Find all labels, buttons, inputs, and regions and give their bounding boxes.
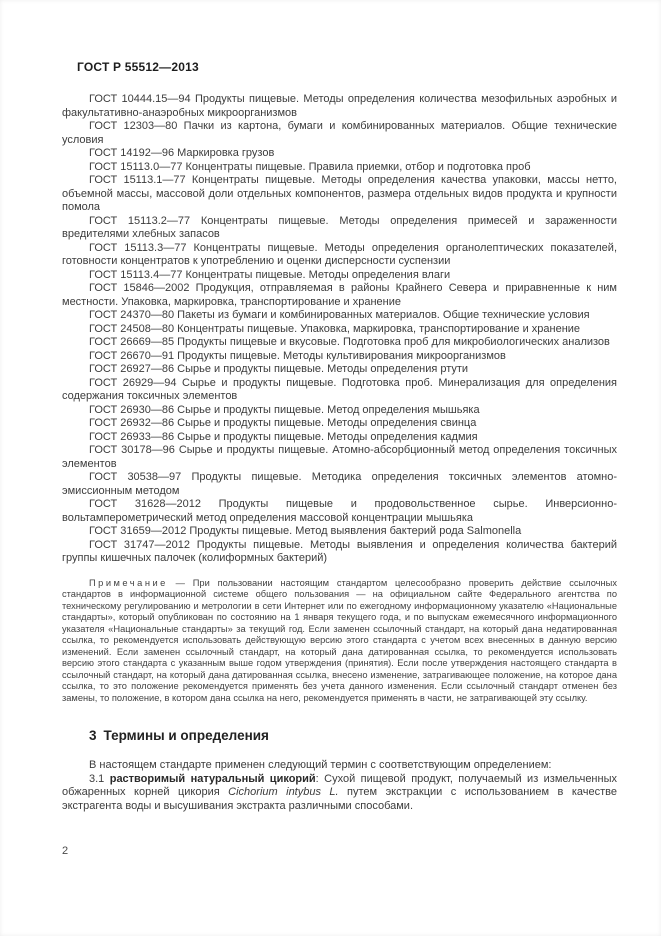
reference-item: ГОСТ 24370—80 Пакеты из бумаги и комбинированных материалов. Общие технические условия <box>89 309 590 321</box>
reference-item: ГОСТ 26927—86 Сырье и продукты пищевые. Методы определения ртути <box>89 363 469 375</box>
page-number: 2 <box>62 845 69 857</box>
note-paragraph <box>62 578 617 705</box>
reference-item: ГОСТ 12303—80 Пачки из картона, бумаги и комбинированных материалов. Общие технические условия <box>62 120 617 146</box>
running-header-doc-number: ГОСТ Р 55512—2013 <box>77 60 199 74</box>
normative-references-list <box>62 93 617 566</box>
term-latin-name: Cichorium intybus L. <box>228 786 339 798</box>
reference-item: ГОСТ 30178—96 Сырье и продукты пищевые. Атомно-абсорбционный метод определения токсичных элементов <box>62 444 617 470</box>
reference-item: ГОСТ 30538—97 Продукты пищевые. Методика определения токсичных элементов атомно-эмиссионным методом <box>62 471 617 497</box>
reference-item: ГОСТ 14192—96 Маркировка грузов <box>89 147 275 159</box>
note-label: Примечание <box>89 577 168 588</box>
reference-item: ГОСТ 26933—86 Сырье и продукты пищевые. Методы определения кадмия <box>89 430 478 443</box>
section-number: 3 <box>89 728 97 743</box>
reference-item: ГОСТ 24508—80 Концентраты пищевые. Упаковка, маркировка, транспортирование и хранение <box>89 322 581 335</box>
reference-item: ГОСТ 15113.2—77 Концентраты пищевые. Методы определения примесей и зараженности вредителями хлебных запасов <box>62 214 617 240</box>
reference-item: ГОСТ 15113.1—77 Концентраты пищевые. Методы определения качества упаковки, массы нетто, объемной массы, массовой доли отдельных компонентов, размера отдельных видов продукта и крупности помола <box>62 174 617 213</box>
reference-item: ГОСТ 15113.3—77 Концентраты пищевые. Методы определения органолептических показателей, готовности концентратов к употреблению и оценки дисперсности суспензии <box>62 241 617 267</box>
reference-item: ГОСТ 15846—2002 Продукция, отправляемая в районы Крайнего Севера и приравненные к ним местности. Упаковка, маркировка, транспортирование и хранение <box>62 282 617 308</box>
reference-item: ГОСТ 10444.15—94 Продукты пищевые. Методы определения количества мезофильных аэробных и факультативно-анаэробных микроорганизмов <box>62 93 617 119</box>
section-title: Термины и определения <box>103 728 269 743</box>
reference-item: ГОСТ 26669—85 Продукты пищевые и вкусовые. Подготовка проб для микробиологических анализов <box>89 336 610 348</box>
reference-item: ГОСТ 31628—2012 Продукты пищевые и продовольственное сырье. Инверсионно-вольтамперометрический метод определения массовой концентрации мышьяка <box>62 498 617 524</box>
reference-item: ГОСТ 31659—2012 Продукты пищевые. Метод выявления бактерий рода Salmonella <box>89 525 522 537</box>
term-definition-paragraph <box>62 773 617 814</box>
term-definition-before-latin: : Сухой пищевой продукт, получаемый из измельченных обжаренных корней цикория <box>62 772 617 798</box>
section-heading <box>89 728 617 744</box>
reference-item: ГОСТ 31747—2012 Продукты пищевые. Методы выявления и определения количества бактерий группы кишечных палочек (колиформных бактерий) <box>62 538 617 564</box>
term-name: растворимый натуральный цикорий <box>109 772 316 785</box>
note-text: — При пользовании настоящим стандартом целесообразно проверить действие ссылочных стандартов в информационной системе общего пользования — на официальном сайте Федерального агентства по техническому регулированию и метрологии в сети Интернет или по ежегодному информационному указателю «Национальные стандарты», который опубликован по состоянию на 1 января текущего года, и по выпускам ежемесячного информационного указателя «Национальные стандарты» за текущий год. Если заменен ссылочный стандарт, на который дана недатированная ссылка, то рекомендуется использовать действующую версию этого стандарта с учетом всех внесенных в данную версию изменений. Если заменен ссылочный стандарт, на который дана датированная ссылка, то рекомендуется использовать версию этого стандарта с указанным выше годом утверждения (принятия). Если после утверждения настоящего стандарта в ссылочный стандарт, на который дана датированная ссылка, внесено изменение, затрагивающее положение, на которое дана ссылка, то это положение рекомендуется применять без учета данного изменения. Если ссылочный стандарт отменен без замены, то положение, в котором дана ссылка на него, рекомендуется применять в части, не затрагивающей эту ссылку. <box>62 577 617 703</box>
reference-item: ГОСТ 26932—86 Сырье и продукты пищевые. Методы определения свинца <box>89 417 477 429</box>
reference-item: ГОСТ 26930—86 Сырье и продукты пищевые. Метод определения мышьяка <box>89 403 480 416</box>
reference-item: ГОСТ 26670—91 Продукты пищевые. Методы культивирования микроорганизмов <box>89 349 506 362</box>
reference-item: ГОСТ 15113.4—77 Концентраты пищевые. Методы определения влаги <box>89 268 451 281</box>
reference-item: ГОСТ 26929—94 Сырье и продукты пищевые. Подготовка проб. Минерализация для определения содержания токсичных элементов <box>62 376 617 402</box>
section-intro-paragraph: В настоящем стандарте применен следующий термин с соответствующим определением: <box>89 759 552 771</box>
reference-item: ГОСТ 15113.0—77 Концентраты пищевые. Правила приемки, отбор и подготовка проб <box>89 160 531 173</box>
term-number: 3.1 <box>89 772 110 785</box>
term-definition-after-latin: путем экстракции с использованием в качестве экстрагента воды и высушивания экстракта различными способами. <box>62 786 617 812</box>
